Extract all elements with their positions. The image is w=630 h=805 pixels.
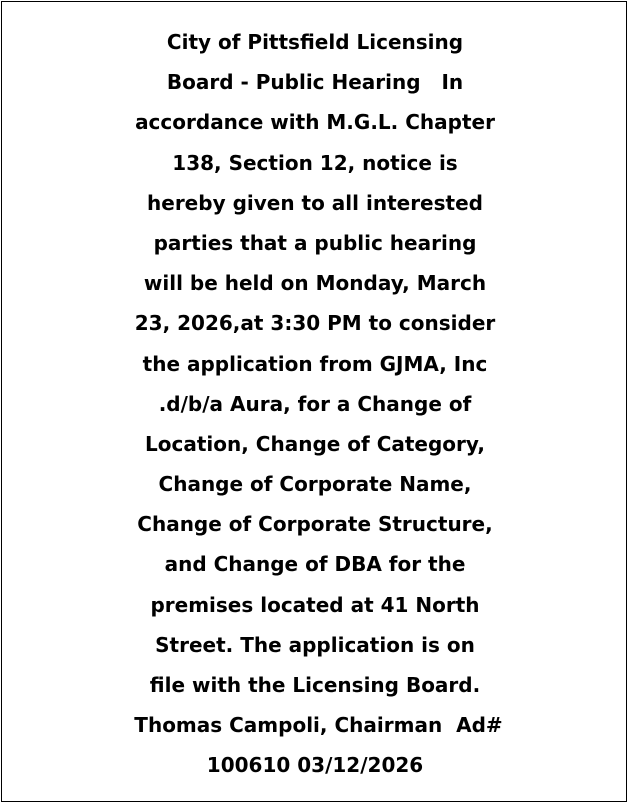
notice-line: 100610 03/12/2026 [206, 753, 424, 778]
notice-line: 23, 2026,at 3:30 PM to consider [134, 311, 496, 336]
notice-line: Location, Change of Category, [145, 431, 485, 456]
notice-line: Street. The application is on [155, 632, 475, 657]
notice-line: the application from GJMA, Inc [142, 351, 488, 376]
notice-line: Change of Corporate Structure, [137, 512, 493, 537]
notice-line: hereby given to all interested [147, 190, 483, 215]
notice-line: parties that a public hearing [153, 230, 477, 255]
legal-notice-frame [1, 1, 627, 802]
notice-line: and Change of DBA for the [164, 552, 466, 577]
notice-line: .d/b/a Aura, for a Change of [158, 391, 472, 416]
notice-line: premises located at 41 North [150, 592, 480, 617]
notice-line: Change of Corporate Name, [158, 472, 472, 497]
notice-line: file with the Licensing Board. [149, 673, 481, 697]
notice-line: 138, Section 12, notice is [172, 150, 458, 175]
notice-line: Board - Public Hearing In [166, 70, 464, 95]
notice-text-block [2, 22, 628, 786]
notice-line: accordance with M.G.L. Chapter [135, 110, 495, 135]
notice-line: Thomas Campoli, Chairman Ad# [127, 713, 503, 738]
notice-line: will be held on Monday, March [143, 271, 487, 296]
notice-line: City of Pittsfield Licensing [166, 30, 464, 54]
